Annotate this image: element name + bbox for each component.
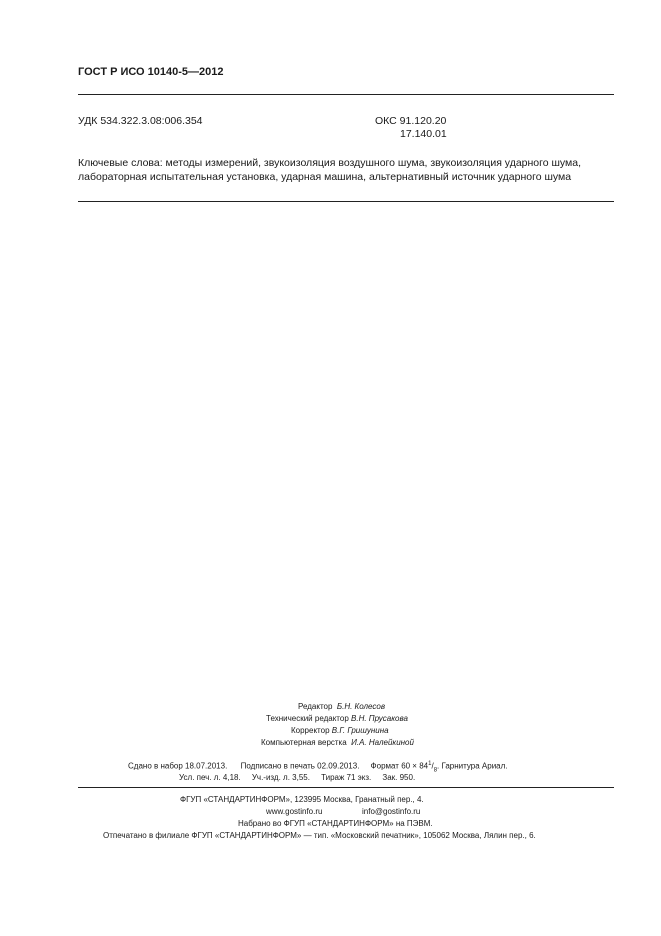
editor-label: Редактор	[298, 702, 333, 711]
printing-info: Отпечатано в филиале ФГУП «СТАНДАРТИНФОРМ» — тип. «Московский печатник», 105062 Москва, Лялин пер., 6.	[103, 831, 536, 840]
layout-credit	[261, 738, 414, 747]
footer-divider	[78, 787, 614, 788]
format-fraction: $^1/_8$	[428, 761, 438, 774]
publisher-sheets: Уч.-изд. л. 3,55.	[251, 773, 310, 782]
print-run: Тираж 71 экз.	[321, 773, 372, 782]
publisher-website[interactable]: www.gostinfo.ru	[266, 807, 323, 816]
keywords-line-1: Ключевые слова: методы измерений, звукоизоляция воздушного шума, звукоизоляция ударного шума,	[78, 157, 582, 169]
layout-label: Компьютерная верстка	[261, 738, 347, 747]
print-info-line-2	[179, 773, 415, 782]
corrector-name: В.Г. Гришунина	[331, 726, 389, 735]
layout-name: И.А. Налейкиной	[351, 738, 414, 747]
fraction-numerator: 1	[428, 761, 432, 767]
keywords-block	[78, 156, 618, 184]
order-number: Зак. 950.	[382, 773, 416, 782]
keywords-divider	[78, 201, 614, 202]
corrector-credit	[291, 726, 389, 735]
print-info-line-1	[128, 761, 508, 773]
tech-editor-label: Технический редактор	[266, 714, 349, 723]
tech-editor-name: В.Н. Прусакова	[351, 714, 408, 723]
printed-sheets: Усл. печ. л. 4,18.	[179, 773, 241, 782]
oks-code-1: ОКС 91.120.20	[375, 115, 447, 127]
udk-code: УДК 534.322.3.08:006.354	[78, 115, 203, 127]
typeset-date: Сдано в набор 18.07.2013.	[128, 761, 228, 771]
fraction-denominator: 8	[433, 767, 438, 774]
typeface-info: . Гарнитура Ариал.	[437, 761, 508, 771]
header-divider	[78, 94, 614, 95]
keywords-line-2: лабораторная испытательная установка, ударная машина, альтернативный источник ударного шума	[78, 171, 572, 183]
format-label: Формат 60 × 84	[370, 761, 429, 771]
tech-editor-credit	[266, 714, 408, 723]
editor-credit	[298, 702, 385, 711]
oks-code-2: 17.140.01	[400, 128, 447, 140]
editor-name: Б.Н. Колесов	[336, 702, 386, 711]
corrector-label: Корректор	[291, 726, 330, 735]
typesetting-info: Набрано во ФГУП «СТАНДАРТИНФОРМ» на ПЭВМ.	[238, 819, 433, 828]
signed-date: Подписано в печать 02.09.2013.	[240, 761, 360, 771]
publisher-address: ФГУП «СТАНДАРТИНФОРМ», 123995 Москва, Гранатный пер., 4.	[180, 795, 424, 804]
publisher-email[interactable]: info@gostinfo.ru	[362, 807, 421, 816]
document-code: ГОСТ Р ИСО 10140-5—2012	[78, 66, 224, 78]
